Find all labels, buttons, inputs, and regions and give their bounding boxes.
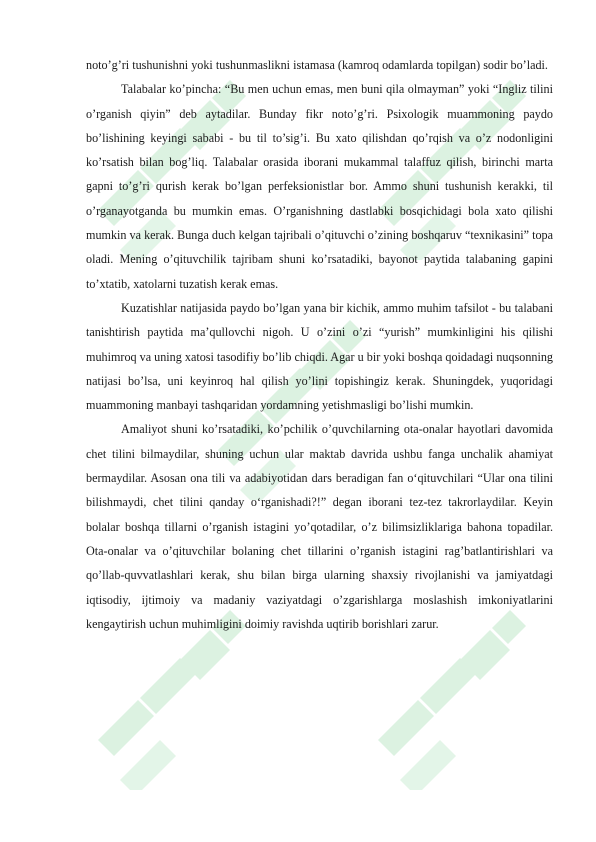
document-body — [86, 53, 553, 636]
paragraph-observations: Kuzatishlar natijasida paydo bo’lgan yana bir kichik, ammo muhim tafsilot - bu talabani tanishtirish paytida ma’qullovchi nigoh. U o’zini o’zi “yurish” mumkinligini his qilishi muhimroq va uning xatosi tasodifiy bo’lib chiqdi. Agar u bir yoki boshqa qoidadagi nuqsonning natijasi bo’lsa, uni keyinroq hal qilish yo’lini topishingiz kerak. Shuningdek, yuqoridagi muammoning manbayi tashqaridan yordamning yetishmasligi bo’lishi mumkin. — [86, 300, 553, 413]
paragraph-continuation: noto’g’ri tushunishni yoki tushunmaslikni istamasa (kamroq odamlarda topilgan) sodir bo’ladi. — [86, 58, 548, 72]
paragraph-parents-teachers: Amaliyot shuni ko’rsatadiki, ko’pchilik o’quvchilarning ota-onalar hayotlari davomida chet tilini bilmaydilar, shuning uchun ular maktab davrida ushbu fanga unchalik ahamiyat bermaydilar. Asosan ona tili va adabiyotidan dars beradigan fan o‘qituvchilari “Ular ona tilini bilishmaydi, chet tilini qanday o‘rganishadi?!” degan iborani tez-tez takrorlaydilar. Keyin bolalar boshqa tillarni o’rganish istagini yo’qotadilar, o’z bilimsizliklariga bahona topadilar. Ota-onalar va o’qituvchilar bolaning chet tillarini o’rganish istagini rag’batlantirishlari va qo’llab-quvvatlashlari kerak, shu bilan birga ularning shaxsiy rivojlanishi va jamiyatdagi iqtisodiy, ijtimoiy va madaniy vaziyatdagi o’zgarishlarga moslashish imkoniyatlarini kengaytirish uchun muhimligini doimiy ravishda uqtirib borishlari zarur. — [86, 422, 553, 631]
paragraph-language-barrier: Talabalar ko’pincha: “Bu men uchun emas, men buni qila olmayman” yoki “Ingliz tilini o’rganish qiyin” deb aytadilar. Bunday fikr noto’g’ri. Psixologik muammoning paydo bo’lishining keyingi sababi - bu til to’sig’i. Bu xato qilishdan qo’rqish va o’z nodonligini ko’rsatish bilan bog’liq. Talabalar orasida iborani mukammal talaffuz qilish, birinchi marta gapni to’g’ri qurish kerak bo’lgan perfeksionistlar bor. Ammo shuni tushunish kerakki, til o’rganayotganda bu mumkin emas. O’rganishning dastlabki bosqichidagi bola xato qilishi mumkin va kerak. Bunga duch kelgan tajribali o’qituvchi o’zining boshqaruv “texnikasini” topa oladi. Mening o’qituvchilik tajribam shuni ko’rsatadiki, bayonot paytida talabaning gapini to’xtatib, xatolarni tuzatish kerak emas. — [86, 82, 553, 291]
